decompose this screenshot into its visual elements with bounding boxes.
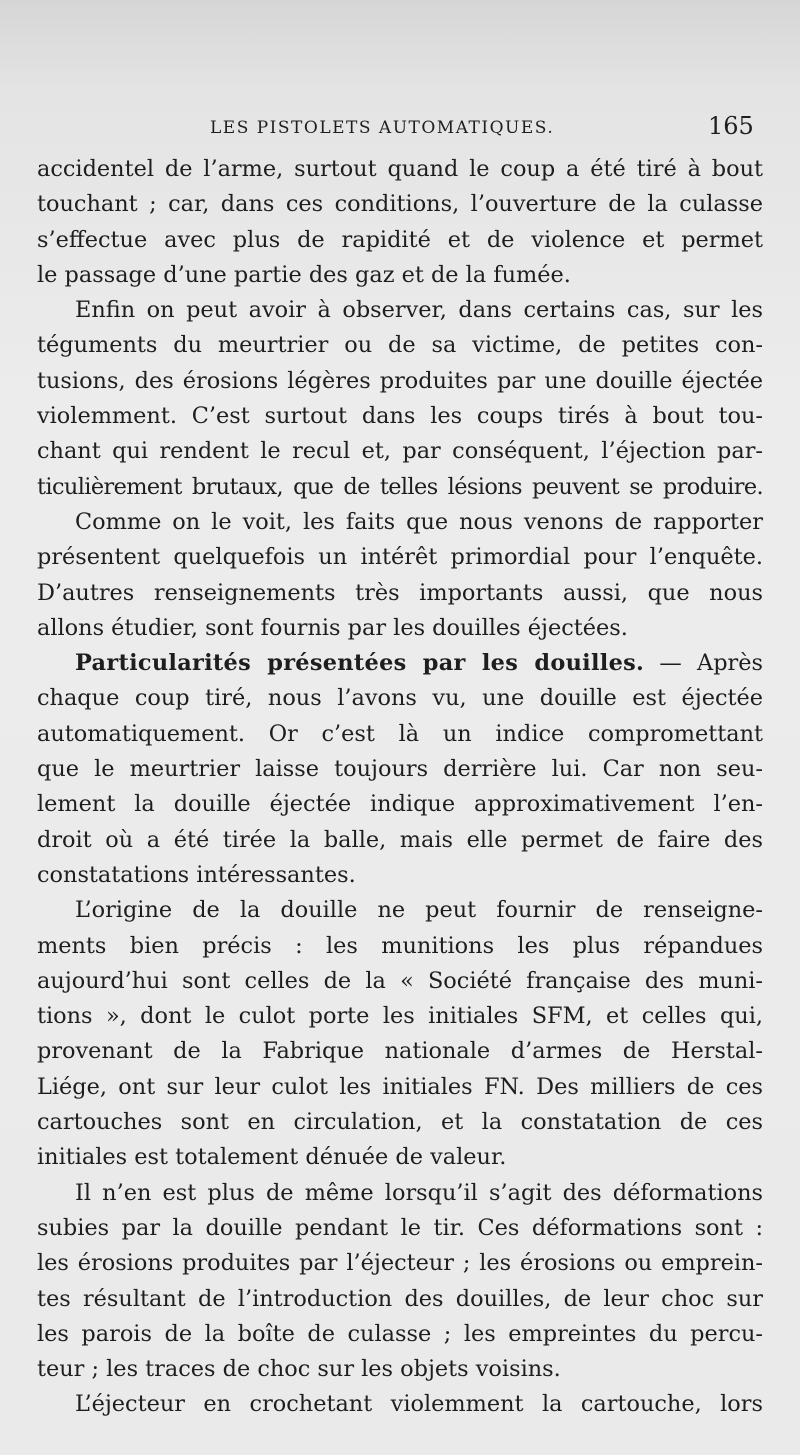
text-line: L’origine de la douille ne peut fournir de renseigne- <box>75 897 763 924</box>
text-line: Liége, ont sur leur culot les initiales FN. Des milliers de ces <box>37 1073 763 1100</box>
text-line: s’effectue avec plus de rapidité et de violence et permet <box>37 226 763 253</box>
text-line: les érosions produites par l’éjecteur ; les érosions ou emprein- <box>37 1250 763 1277</box>
text-fragment: — Après <box>644 650 763 677</box>
running-head <box>0 112 800 144</box>
text-line: touchant ; car, dans ces conditions, l’ouverture de la culasse <box>37 191 763 218</box>
section-heading-line <box>37 646 763 681</box>
text-line: ticulièrement brutaux, que de telles lésions peuvent se produire. <box>37 473 763 500</box>
text-line: initiales est totalement dénuée de valeur. <box>37 1144 507 1171</box>
text-line: automatiquement. Or c’est là un indice compromettant <box>37 720 763 747</box>
section-heading: Particularités présentées par les douilles. <box>75 650 645 677</box>
text-line: téguments du meurtrier ou de sa victime, de petites con- <box>37 332 763 359</box>
text-line: le passage d’une partie des gaz et de la fumée. <box>37 261 571 288</box>
text-line: Enfin on peut avoir à observer, dans certains cas, sur les <box>75 297 763 324</box>
text-line: tes résultant de l’introduction des douilles, de leur choc sur <box>37 1285 763 1312</box>
text-line: ments bien précis : les munitions les plus répandues <box>37 932 763 959</box>
text-line: les parois de la boîte de culasse ; les empreintes du percu- <box>37 1320 763 1347</box>
text-line: chaque coup tiré, nous l’avons vu, une douille est éjectée <box>37 685 763 712</box>
text-line: aujourd’hui sont celles de la « Société française des muni- <box>37 967 763 994</box>
text-line: tions », dont le culot porte les initiales SFM, et celles qui, <box>37 1003 763 1030</box>
text-line: chant qui rendent le recul et, par conséquent, l’éjection par- <box>37 438 763 465</box>
text-line: Comme on le voit, les faits que nous venons de rapporter <box>75 508 763 535</box>
text-line: que le meurtrier laisse toujours derrière lui. Car non seu- <box>37 756 763 783</box>
text-line: D’autres renseignements très importants aussi, que nous <box>37 579 763 606</box>
text-line: teur ; les traces de choc sur les objets voisins. <box>37 1356 561 1383</box>
body-text <box>37 152 763 1423</box>
text-line: Il n’en est plus de même lorsqu’il s’agit des déformations <box>75 1179 763 1206</box>
text-line: présentent quelquefois un intérêt primordial pour l’enquête. <box>37 544 763 571</box>
text-line: constatations intéressantes. <box>37 861 356 888</box>
page-number: 165 <box>708 112 754 140</box>
text-line: cartouches sont en circulation, et la constatation de ces <box>37 1109 763 1136</box>
running-title: LES PISTOLETS AUTOMATIQUES. <box>210 118 555 138</box>
text-line: lement la douille éjectée indique approximativement l’en- <box>37 791 763 818</box>
text-line: L’éjecteur en crochetant violemment la cartouche, lors <box>75 1391 763 1418</box>
text-line: droit où a été tirée la balle, mais elle permet de faire des <box>37 826 763 853</box>
text-line: accidentel de l’arme, surtout quand le coup a été tiré à bout <box>37 156 763 182</box>
text-line: subies par la douille pendant le tir. Ces déformations sont : <box>37 1214 763 1241</box>
text-line: allons étudier, sont fournis par les douilles éjectées. <box>37 614 628 641</box>
text-line: provenant de la Fabrique nationale d’armes de Herstal- <box>37 1038 763 1065</box>
text-line: violemment. C’est surtout dans les coups tirés à bout tou- <box>37 403 763 430</box>
text-line: tusions, des érosions légères produites par une douille éjectée <box>37 367 763 394</box>
